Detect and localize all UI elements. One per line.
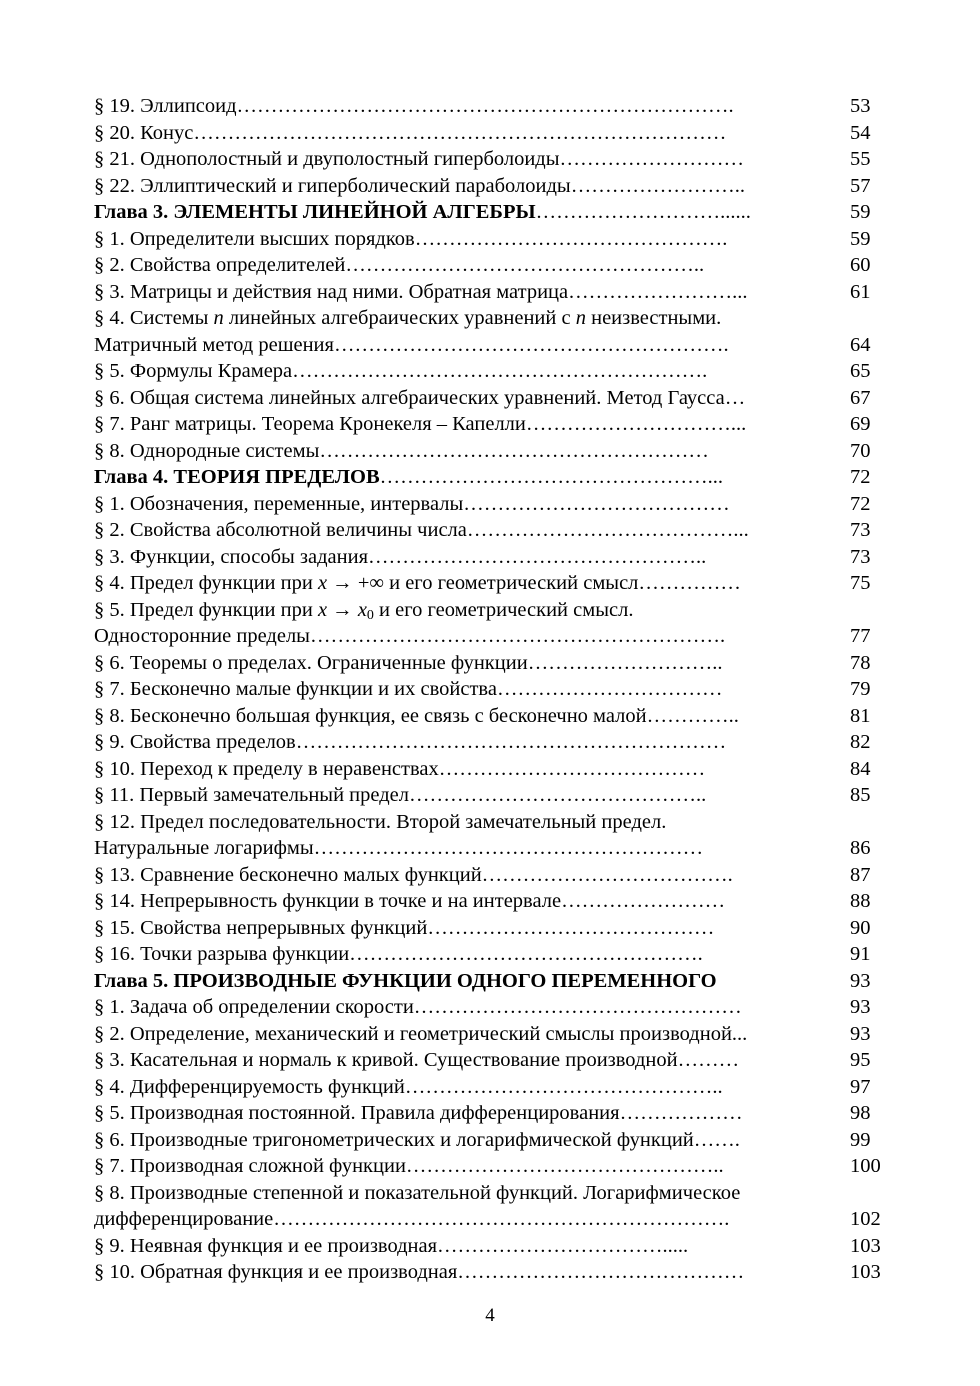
toc-leader-dots: ……………………………………….. [404,1075,723,1098]
toc-leader-dots: ……. [693,1128,740,1151]
toc-entry-title: § 11. Первый замечательный предел [94,784,409,806]
toc-leader-dots: ………………………………………. [414,227,728,250]
toc-entry-title: § 3. Функции, способы задания [94,545,369,568]
toc-leader-dots: ……… [677,1049,740,1071]
toc-entry-title: Глава 4. ТЕОРИЯ ПРЕДЕЛОВ [94,466,380,488]
table-of-contents [94,93,894,1286]
toc-row [94,1100,894,1127]
toc-row [94,411,894,438]
toc-page-number: 57 [850,174,871,197]
toc-page-number: 78 [850,651,871,674]
toc-entry-title: Матричный метод решения [94,333,334,356]
toc-entry-title: § 6. Общая система линейных алгебраических уравнений. Метод Гаусса [94,386,725,409]
toc-row [94,93,894,120]
toc-entry-title: § 9. Неявная функция и ее производная [94,1234,438,1257]
toc-page-number: 55 [850,148,871,170]
toc-page-number: 53 [850,95,871,117]
toc-row [94,332,894,359]
toc-page-number: 65 [850,360,871,382]
toc-row [94,1074,894,1101]
toc-leader-dots: ……………………………………………. [349,943,703,965]
toc-row [94,358,894,385]
toc-row [94,756,894,783]
toc-page-number: 86 [850,837,871,859]
toc-leader-dots: ……………………………………………………… [295,731,727,753]
toc-row [94,729,894,756]
toc-entry-title: § 16. Точки разрыва функции [94,943,350,965]
page-number: 4 [485,1305,495,1326]
toc-entry-title: § 2. Свойства абсолютной величины числа [94,519,467,541]
toc-leader-dots: ……………………….. [527,651,723,674]
toc-leader-dots: ………….. [646,704,739,727]
toc-entry-title: Глава 3. ЭЛЕМЕНТЫ ЛИНЕЙНОЙ АЛГЕБРЫ [94,201,536,223]
toc-entry-title: Односторонние пределы [94,625,310,647]
toc-entry-title: § 21. Однополостный и двуполостный гиперболоиды [94,148,560,170]
toc-row [94,252,894,279]
toc-entry-title: § 20. Конус [94,121,194,144]
toc-leader-dots: ………………………………………………… [319,439,709,462]
toc-row [94,623,894,650]
toc-leader-dots: …………………………………... [466,519,749,541]
toc-entry-title: § 1. Обозначения, переменные, интервалы [94,492,464,515]
toc-entry-title: § 4. Предел функции при x → +∞ и его геометрический смысл [94,572,639,594]
toc-leader-dots: …………………… [561,890,726,912]
toc-row [94,120,894,147]
toc-entry-title: § 7. Ранг матрицы. Теорема Кронекеля – Капелли [94,413,526,435]
toc-page-number: 84 [850,757,871,780]
toc-leader-dots: ……………………………..... [437,1234,689,1257]
toc-entry-title: § 5. Формулы Крамера [94,360,293,382]
toc-row [94,835,894,862]
toc-row [94,782,894,809]
toc-row [94,1047,894,1074]
toc-row [94,809,894,836]
toc-leader-dots: …………………………………………………………………… [193,121,727,144]
toc-leader-dots: ……………………… [559,148,745,170]
toc-leader-dots: ………………………………………….. [368,545,707,568]
toc-row [94,1021,894,1048]
toc-page-number: 54 [850,121,871,144]
toc-row [94,1153,894,1180]
toc-entry-title: § 5. Предел функции при $x \to x_0$ и его геометрический смысл. [94,598,634,623]
toc-row [94,1180,894,1207]
toc-leader-dots: …………………………………………………………. [273,1208,730,1230]
toc-row [94,650,894,677]
toc-leader-dots: ………………………………… [463,492,730,515]
toc-leader-dots: ………………………………… [438,757,706,780]
toc-leader-dots: …………………………………………... [379,466,724,488]
toc-leader-dots: …………………………………….. [409,784,707,806]
toc-row [94,915,894,942]
toc-entry-title: § 10. Обратная функция и ее производная [94,1261,458,1283]
toc-page-number: 98 [850,1102,871,1124]
toc-entry-title: § 14. Непрерывность функции в точке и на интервале [94,890,562,912]
toc-leader-dots: …………………………………… [457,1261,745,1283]
toc-entry-title: § 9. Свойства пределов [94,731,296,753]
toc-page-number: 90 [850,916,871,939]
toc-entry-title: § 4. Системы n линейных алгебраических уравнений с n неизвестными. [94,307,722,329]
toc-row [94,491,894,518]
toc-entry-title: § 15. Свойства непрерывных функций [94,916,428,939]
toc-leader-dots: … [724,386,746,409]
toc-page-number: 93 [850,1022,871,1045]
toc-row [94,994,894,1021]
toc-page-number: 72 [850,466,871,488]
toc-entry-title: § 5. Производная постоянной. Правила дифференцирования [94,1102,620,1124]
toc-row [94,1259,894,1286]
toc-page-number: 82 [850,731,871,753]
toc-row [94,226,894,253]
toc-entry-title: § 19. Эллипсоид [94,95,237,117]
toc-page-number: 72 [850,492,871,515]
toc-page-number: 99 [850,1128,871,1151]
toc-entry-title: § 1. Задача об определении скорости [94,996,414,1018]
toc-row [94,173,894,200]
toc-entry-title: Натуральные логарифмы [94,837,314,859]
toc-entry-title: § 12. Предел последовательности. Второй замечательный предел. [94,810,667,833]
toc-row [94,570,894,597]
toc-leader-dots: ……………………………………………………. [309,625,726,647]
toc-row [94,888,894,915]
toc-row [94,305,894,332]
toc-chapter-row [94,464,894,491]
toc-leader-dots: ………………………...... [535,201,751,223]
toc-entry-title: § 1. Определители высших порядков [94,227,415,250]
toc-entry-title: § 8. Однородные системы [94,439,320,462]
toc-entry-title: дифференцирование [94,1208,274,1230]
toc-entry-title: § 2. Свойства определителей [94,254,346,276]
toc-page-number: 93 [850,969,871,992]
toc-entry-title: § 7. Производная сложной функции [94,1155,406,1177]
toc-page-number: 79 [850,678,871,700]
toc-page-number: 103 [850,1234,881,1257]
toc-entry-title: § 6. Производные тригонометрических и логарифмической функций [94,1128,694,1151]
toc-entry-title: § 10. Переход к пределу в неравенствах [94,757,439,780]
toc-page-number: 73 [850,545,871,568]
toc-entry-title: § 4. Дифференцируемость функций [94,1075,405,1098]
toc-chapter-row [94,968,894,995]
toc-page-number: 77 [850,625,871,647]
toc-row [94,279,894,306]
toc-page-number: 60 [850,254,871,276]
toc-entry-title: § 3. Матрицы и действия над ними. Обратная матрица [94,280,569,303]
toc-leader-dots: ……………………………………….. [405,1155,724,1177]
toc-row [94,862,894,889]
toc-page-number: 75 [850,572,871,594]
toc-entry-title: § 8. Бесконечно большая функция, ее связь с бесконечно малой [94,704,647,727]
toc-row [94,676,894,703]
toc-page-number: 95 [850,1049,871,1071]
toc-page-number: 97 [850,1075,871,1098]
toc-row [94,438,894,465]
toc-page-number: 100 [850,1155,881,1177]
toc-entry-title: § 8. Производные степенной и показательной функций. Логарифмическое [94,1181,741,1204]
toc-page-number: 69 [850,413,871,435]
toc-leader-dots: …………… [638,572,741,594]
toc-leader-dots: …………………….. [570,174,745,197]
toc-row [94,941,894,968]
toc-page-number: 91 [850,943,871,965]
toc-leader-dots: ……………………... [568,280,748,303]
toc-page-number: 59 [850,227,871,250]
toc-leader-dots: ……………………………………………………. [292,360,708,382]
toc-entry-title: Глава 5. ПРОИЗВОДНЫЕ ФУНКЦИИ ОДНОГО ПЕРЕМЕННОГО [94,969,717,992]
toc-page-number: 64 [850,333,871,356]
toc-page-number: 59 [850,201,871,223]
toc-row [94,1206,894,1233]
toc-entry-title: § 6. Теоремы о пределах. Ограниченные функции [94,651,528,674]
toc-page-number: 103 [850,1261,881,1283]
toc-leader-dots: ………………………………………………………………. [236,95,734,117]
toc-leader-dots: …………………………… [496,678,723,700]
toc-row [94,1233,894,1260]
toc-page-number: 70 [850,439,871,462]
toc-row [94,517,894,544]
toc-leader-dots: ……………… [619,1102,743,1124]
toc-page-number: 93 [850,996,871,1018]
toc-entry-title: § 2. Определение, механический и геометрический смыслы производной [94,1022,732,1045]
toc-page-number: 81 [850,704,871,727]
toc-entry-title: § 7. Бесконечно малые функции и их свойства [94,678,497,700]
toc-row [94,146,894,173]
toc-leader-dots: …………………………………………………. [333,333,729,356]
toc-row [94,544,894,571]
toc-leader-dots: ………………………………………………… [313,837,704,859]
toc-page-number: 61 [850,280,871,303]
toc-leader-dots: ………………………………. [481,863,733,886]
toc-entry-title: § 3. Касательная и нормаль к кривой. Существование производной [94,1049,678,1071]
toc-leader-dots: …………………………... [525,413,747,435]
toc-page-number: 88 [850,890,871,912]
toc-page-number: 73 [850,519,871,541]
toc-leader-dots: …………………………………………….. [345,254,705,276]
toc-row [94,385,894,412]
toc-page-number: 87 [850,863,871,886]
toc-leader-dots: ………………………………………… [413,996,742,1018]
toc-chapter-row [94,199,894,226]
toc-page-number: 85 [850,784,871,806]
toc-row [94,597,894,624]
toc-entry-title: § 22. Эллиптический и гиперболический параболоиды [94,174,571,197]
toc-entry-title: § 13. Сравнение бесконечно малых функций [94,863,482,886]
toc-row [94,703,894,730]
toc-leader-dots: ... [731,1022,748,1045]
toc-page-number: 67 [850,386,871,409]
toc-leader-dots: …………………………………… [427,916,715,939]
toc-page-number: 102 [850,1208,881,1230]
toc-row [94,1127,894,1154]
